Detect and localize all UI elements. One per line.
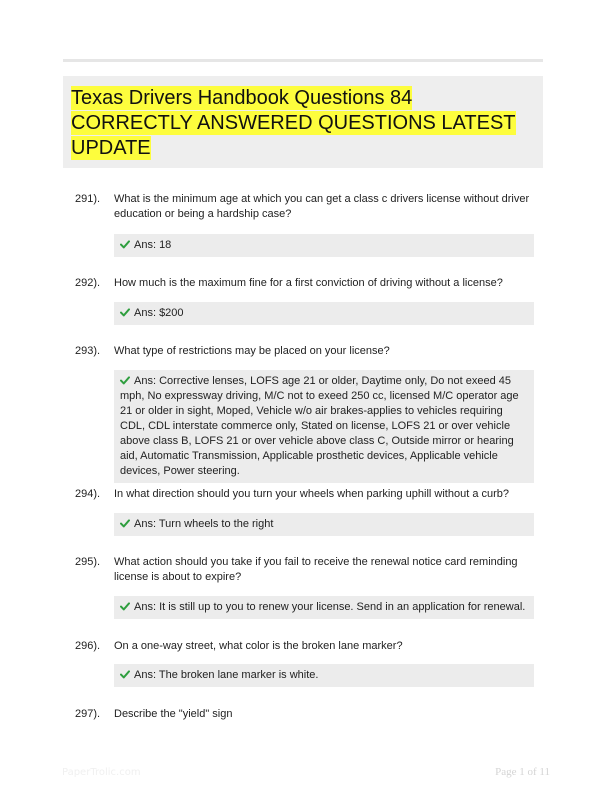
question-number: 294). (75, 488, 101, 500)
checkmark-icon (120, 376, 130, 385)
question-text: In what direction should you turn your wheels when parking uphill without a curb? (114, 488, 510, 500)
answer-box (114, 513, 534, 536)
checkmark-icon (120, 602, 130, 611)
answer-box (114, 302, 534, 325)
top-divider (63, 59, 543, 62)
question-number: 292). (75, 277, 101, 289)
question-number: 296). (75, 640, 101, 652)
question-number: 295). (75, 556, 101, 568)
question-number: 293). (75, 345, 101, 357)
question-text: What is the minimum age at which you can get a class c drivers license without driver education or being a hardship case? (114, 193, 530, 220)
answer-text: Ans: It is still up to you to renew your license. Send in an application for renewal. (134, 601, 526, 613)
page-indicator: Page 1 of 11 (495, 766, 550, 778)
question-text: On a one-way street, what color is the broken lane marker? (114, 640, 403, 652)
answer-text: Ans: The broken lane marker is white. (134, 669, 319, 681)
answer-box (114, 234, 534, 257)
checkmark-icon (120, 670, 130, 679)
checkmark-icon (120, 519, 130, 528)
footer-watermark: PaperTrolic.com (62, 767, 141, 778)
checkmark-icon (120, 308, 130, 317)
document-title-text: Texas Drivers Handbook Questions 84 CORRECTLY ANSWERED QUESTIONS LATEST UPDATE (71, 87, 516, 159)
question-text: Describe the "yield" sign (114, 708, 233, 720)
question-text: How much is the maximum fine for a first conviction of driving without a license? (114, 277, 503, 289)
question-number: 297). (75, 708, 101, 720)
question-text: What action should you take if you fail to receive the renewal notice card reminding license is about to expire? (114, 556, 518, 583)
answer-text: Ans: $200 (134, 307, 184, 319)
answer-box (114, 596, 534, 619)
answer-text: Ans: Corrective lenses, LOFS age 21 or older, Daytime only, Do not exeed 45 mph, No expressway driving, M/C not to exeed 250 cc, licensed M/C operator age 21 or older in sight, Moped, Vehicle w/o air brakes-applies to vehicles requiring CDL, CDL interstate commerce only, Stated on license, LOFS 21 or over vehicle above class B, LOFS 21 or over vehicle above class C, Outside mirror or hearing aid, Automatic Transmission, Applicable prosthetic devices, Applicable vehicle devices, Power steering. (120, 375, 519, 477)
question-text: What type of restrictions may be placed on your license? (114, 345, 390, 357)
answer-box (114, 664, 534, 687)
answer-text: Ans: 18 (134, 239, 172, 251)
answer-box (114, 370, 534, 483)
answer-text: Ans: Turn wheels to the right (134, 518, 274, 530)
checkmark-icon (120, 240, 130, 249)
question-number: 291). (75, 193, 101, 205)
document-title (71, 86, 531, 161)
